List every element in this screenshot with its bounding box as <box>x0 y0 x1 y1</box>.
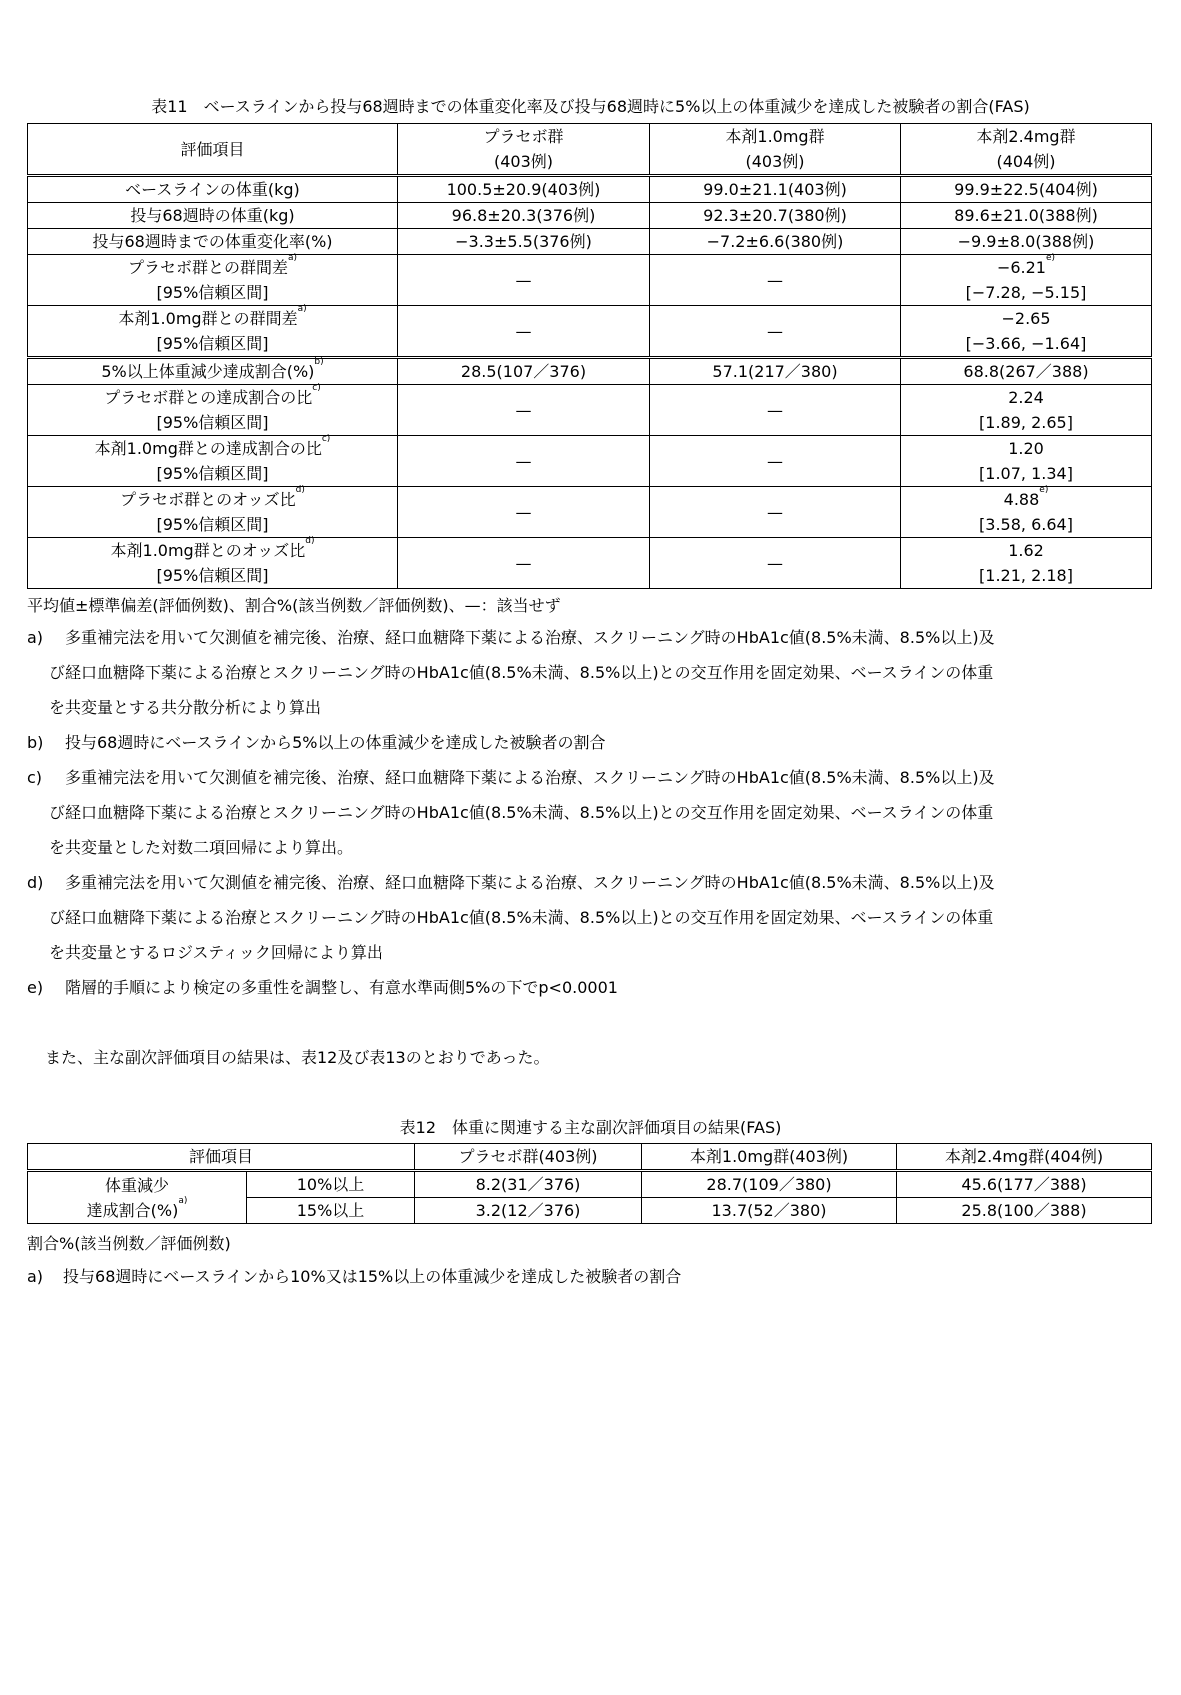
table-row <box>28 176 1152 203</box>
body-paragraph: また、主な副次評価項目の結果は、表12及び表13のとおりであった。 <box>45 1048 550 1067</box>
table-row <box>28 436 1152 487</box>
col-name: 本剤1.0mg群 <box>725 127 825 146</box>
value-placebo: 28.5(107／376) <box>398 358 650 385</box>
row-label <box>28 358 398 385</box>
footnote-ref: a) <box>297 304 307 314</box>
value-1mg: 99.0±21.1(403例) <box>650 176 901 203</box>
table11-header-row <box>28 124 1152 176</box>
table-row <box>28 306 1152 358</box>
value-1mg: — <box>650 306 901 358</box>
footnote <box>27 865 1152 970</box>
confidence-interval: [−7.28, −5.15] <box>965 283 1087 302</box>
row-label <box>28 385 398 436</box>
col-name: 本剤2.4mg群 <box>976 127 1076 146</box>
table-row <box>28 229 1152 255</box>
value-1mg: 28.7(109／380) <box>642 1171 897 1198</box>
footnote-ref: b) <box>314 357 324 367</box>
table-row <box>28 358 1152 385</box>
row-label-text: 本剤1.0mg群とのオッズ比 <box>110 541 306 560</box>
estimate: −6.21 <box>996 258 1046 277</box>
table12 <box>27 1143 1152 1224</box>
table11-footnotes <box>27 620 1152 1005</box>
value-placebo: — <box>398 538 650 589</box>
table12-note: 割合%(該当例数／評価例数) <box>27 1234 231 1253</box>
value-1mg: 57.1(217／380) <box>650 358 901 385</box>
confidence-interval: [−3.66, −1.64] <box>965 334 1087 353</box>
table12-footnote <box>27 1264 681 1287</box>
col-n: (404例) <box>996 152 1056 171</box>
footnote-label: e) <box>27 978 44 997</box>
table12-caption: 表12 体重に関連する主な副次評価項目の結果(FAS) <box>399 1118 782 1137</box>
footnote-ref: e) <box>1045 253 1056 263</box>
footnote-line: を共変量とする共分散分析により算出 <box>49 698 322 717</box>
table-row <box>28 1171 1152 1198</box>
row-label <box>28 176 398 203</box>
row-label-text: 本剤1.0mg群との群間差 <box>118 309 298 328</box>
footnote <box>27 620 1152 725</box>
header-1mg <box>650 124 901 176</box>
footnote-line: 階層的手順により検定の多重性を調整し、有意水準両側5%の下でp<0.0001 <box>65 978 618 997</box>
value-placebo: 3.2(12／376) <box>415 1198 642 1224</box>
value-2-4mg: −9.9±8.0(388例) <box>901 229 1152 255</box>
row-label <box>28 487 398 538</box>
header-item: 評価項目 <box>28 124 398 176</box>
footnote-line: 多重補完法を用いて欠測値を補完後、治療、経口血糖降下薬による治療、スクリーニング時のHbA1c値(8.5%未満、8.5%以上)及 <box>65 628 995 647</box>
value-placebo: — <box>398 255 650 306</box>
footnote-label: c) <box>27 768 43 787</box>
footnote-label: b) <box>27 733 44 752</box>
estimate: 1.62 <box>1008 541 1044 560</box>
footnote <box>27 725 1152 760</box>
value-1mg: 13.7(52／380) <box>642 1198 897 1224</box>
table11-caption: 表11 ベースラインから投与68週時までの体重変化率及び投与68週時に5%以上の体重減少を達成した被験者の割合(FAS) <box>151 97 1030 116</box>
sub-label: 10%以上 <box>247 1171 415 1198</box>
ci-label: [95%信頼区間] <box>156 413 269 432</box>
row-label-text: プラセボ群とのオッズ比 <box>120 490 296 509</box>
footnote-line: び経口血糖降下薬による治療とスクリーニング時のHbA1c値(8.5%未満、8.5%以上)との交互作用を固定効果、ベースラインの体重 <box>49 803 994 822</box>
table-row <box>28 255 1152 306</box>
value-placebo: — <box>398 436 650 487</box>
estimate: −2.65 <box>1001 309 1051 328</box>
header-item: 評価項目 <box>28 1144 415 1171</box>
value-2-4mg: 89.6±21.0(388例) <box>901 203 1152 229</box>
row-label <box>28 306 398 358</box>
footnote-ref: c) <box>312 383 321 393</box>
value-1mg: — <box>650 538 901 589</box>
footnote-label: a) <box>27 1267 44 1286</box>
estimate: 1.20 <box>1008 439 1044 458</box>
value-2-4mg <box>901 306 1152 358</box>
footnote-ref: c) <box>321 434 331 444</box>
value-2-4mg: 99.9±22.5(404例) <box>901 176 1152 203</box>
row-label <box>28 255 398 306</box>
value-2-4mg: 45.6(177／388) <box>897 1171 1152 1198</box>
footnote-line: 多重補完法を用いて欠測値を補完後、治療、経口血糖降下薬による治療、スクリーニング時のHbA1c値(8.5%未満、8.5%以上)及 <box>65 873 995 892</box>
row-label <box>28 436 398 487</box>
estimate: 2.24 <box>1008 388 1044 407</box>
group-label <box>28 1171 247 1224</box>
col-n: (403例) <box>493 152 554 171</box>
footnote-label: a) <box>27 628 44 647</box>
footnote-ref: d) <box>305 536 315 546</box>
row-label-text: プラセボ群との達成割合の比 <box>104 388 313 407</box>
row-label-text: ベースラインの体重(kg) <box>125 180 300 199</box>
footnote-line: び経口血糖降下薬による治療とスクリーニング時のHbA1c値(8.5%未満、8.5%以上)との交互作用を固定効果、ベースラインの体重 <box>49 663 994 682</box>
confidence-interval: [3.58, 6.64] <box>979 515 1073 534</box>
header-2-4mg <box>901 124 1152 176</box>
value-2-4mg <box>901 487 1152 538</box>
value-2-4mg: 68.8(267／388) <box>901 358 1152 385</box>
header-1mg: 本剤1.0mg群(403例) <box>642 1144 897 1171</box>
footnote-ref: a) <box>178 1195 188 1206</box>
ci-label: [95%信頼区間] <box>156 464 269 483</box>
footnote-label: d) <box>27 873 44 892</box>
table11 <box>27 123 1152 589</box>
value-placebo: — <box>398 385 650 436</box>
row-label-text: プラセボ群との群間差 <box>127 258 288 277</box>
footnote-ref: e) <box>1039 485 1049 495</box>
ci-label: [95%信頼区間] <box>156 283 269 302</box>
value-placebo: 8.2(31／376) <box>415 1171 642 1198</box>
table11-note: 平均値±標準偏差(評価例数)、割合%(該当例数／評価例数)、—：該当せず <box>27 596 561 615</box>
value-2-4mg <box>901 538 1152 589</box>
col-n: (403例) <box>745 152 805 171</box>
table-row <box>28 538 1152 589</box>
value-2-4mg <box>901 385 1152 436</box>
ci-label: [95%信頼区間] <box>156 515 269 534</box>
value-1mg: — <box>650 255 901 306</box>
value-1mg: — <box>650 436 901 487</box>
footnote-line: を共変量とした対数二項回帰により算出。 <box>49 838 354 857</box>
footnote-ref: a) <box>287 253 298 263</box>
row-label-text: 本剤1.0mg群との達成割合の比 <box>94 439 322 458</box>
confidence-interval: [1.21, 2.18] <box>979 566 1073 585</box>
table12-header-row <box>28 1144 1152 1171</box>
footnote-text: 投与68週時にベースラインから10%又は15%以上の体重減少を達成した被験者の割合 <box>63 1267 682 1286</box>
footnote-line: を共変量とするロジスティック回帰により算出 <box>49 943 383 962</box>
row-label <box>28 538 398 589</box>
footnote-line: 多重補完法を用いて欠測値を補完後、治療、経口血糖降下薬による治療、スクリーニング時のHbA1c値(8.5%未満、8.5%以上)及 <box>65 768 995 787</box>
value-2-4mg <box>901 255 1152 306</box>
ci-label: [95%信頼区間] <box>156 566 269 585</box>
group-label-line1: 体重減少 <box>104 1175 169 1195</box>
header-2-4mg: 本剤2.4mg群(404例) <box>897 1144 1152 1171</box>
row-label <box>28 229 398 255</box>
value-placebo: — <box>398 306 650 358</box>
value-placebo: — <box>398 487 650 538</box>
footnote-line: 投与68週時にベースラインから5%以上の体重減少を達成した被験者の割合 <box>65 733 606 752</box>
ci-label: [95%信頼区間] <box>156 334 269 353</box>
value-1mg: −7.2±6.6(380例) <box>650 229 901 255</box>
footnote-line: び経口血糖降下薬による治療とスクリーニング時のHbA1c値(8.5%未満、8.5%以上)との交互作用を固定効果、ベースラインの体重 <box>49 908 994 927</box>
estimate: 4.88 <box>1003 490 1040 509</box>
row-label-text: 5%以上体重減少達成割合(%) <box>101 362 315 381</box>
row-label-text: 投与68週時の体重(kg) <box>130 206 295 225</box>
row-label <box>28 203 398 229</box>
table-row <box>28 203 1152 229</box>
value-placebo: −3.3±5.5(376例) <box>398 229 650 255</box>
row-label-text: 投与68週時までの体重変化率(%) <box>92 232 333 251</box>
header-placebo <box>398 124 650 176</box>
value-2-4mg <box>901 436 1152 487</box>
footnote <box>27 760 1152 865</box>
confidence-interval: [1.89, 2.65] <box>979 413 1073 432</box>
group-label-line2: 達成割合(%) <box>86 1200 179 1220</box>
value-1mg: 92.3±20.7(380例) <box>650 203 901 229</box>
value-2-4mg: 25.8(100／388) <box>897 1198 1152 1224</box>
footnote <box>27 970 1152 1005</box>
header-placebo: プラセボ群(403例) <box>415 1144 642 1171</box>
value-placebo: 100.5±20.9(403例) <box>398 176 650 203</box>
value-placebo: 96.8±20.3(376例) <box>398 203 650 229</box>
value-1mg: — <box>650 385 901 436</box>
table-row <box>28 385 1152 436</box>
table-row <box>28 487 1152 538</box>
footnote-ref: d) <box>295 485 305 495</box>
sub-label: 15%以上 <box>247 1198 415 1224</box>
value-1mg: — <box>650 487 901 538</box>
confidence-interval: [1.07, 1.34] <box>979 464 1073 483</box>
col-name: プラセボ群 <box>483 127 564 146</box>
